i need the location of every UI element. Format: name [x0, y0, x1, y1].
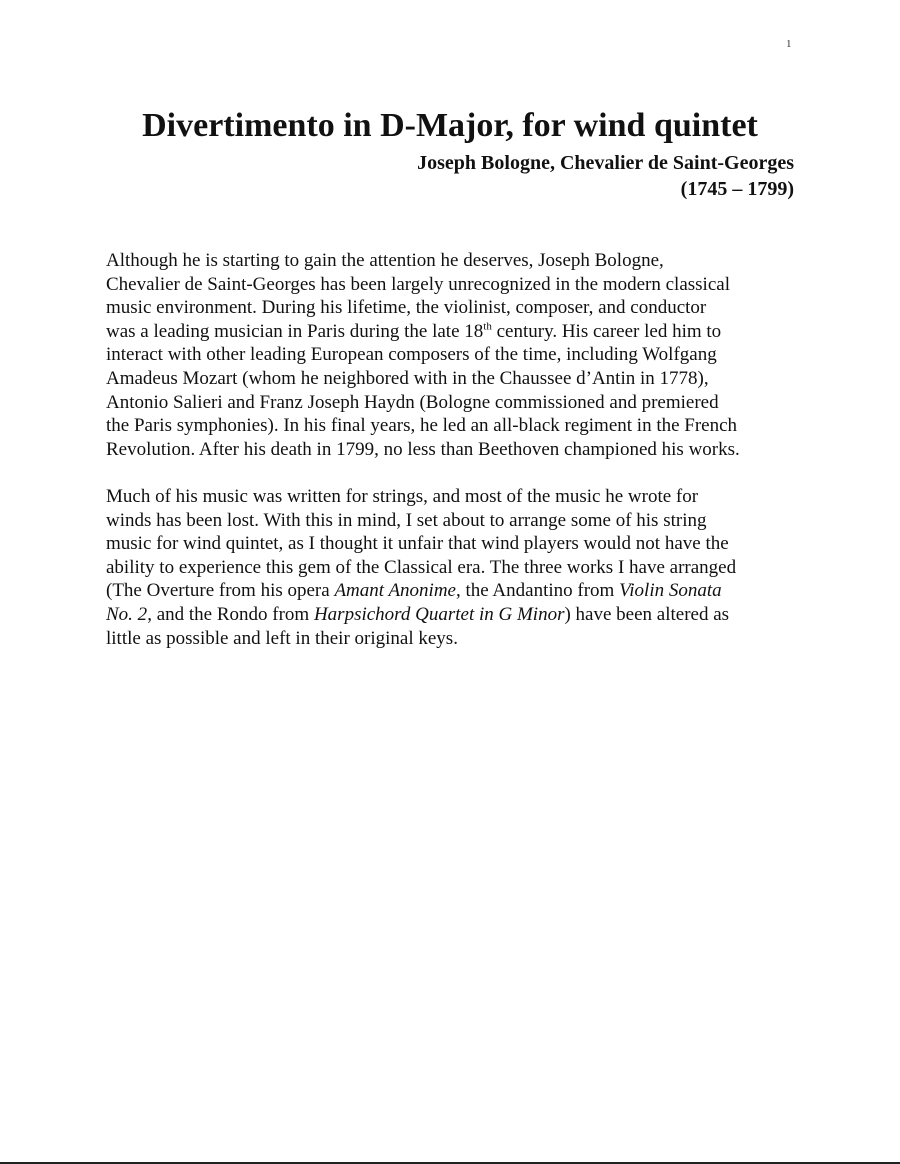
text-line: ability to experience this gem of the Classical era. The three works I have arranged	[106, 556, 737, 578]
text-line: Although he is starting to gain the attention he deserves, Joseph Bologne,	[106, 250, 664, 271]
work-title-amant-anonime: Amant Anonime	[334, 580, 456, 602]
composer-name: Joseph Bologne, Chevalier de Saint-Georges	[417, 152, 794, 174]
text-line: Antonio Salieri and Franz Joseph Haydn (Bologne commissioned and premiered	[106, 391, 719, 413]
work-title-violin-sonata: Violin Sonata	[619, 580, 722, 602]
text-segment: (The Overture from his opera	[106, 580, 335, 602]
work-title-violin-sonata-number: No. 2	[106, 603, 148, 625]
text-line: Revolution. After his death in 1799, no less than Beethoven championed his works.	[106, 438, 740, 460]
work-title-harpsichord-quartet: Harpsichord Quartet in G Minor	[313, 603, 565, 625]
composer-dates: (1745 – 1799)	[680, 178, 794, 200]
paragraph-arrangement	[106, 485, 798, 650]
text-line	[106, 320, 798, 344]
text-segment: ) have been altered as	[564, 603, 730, 625]
text-segment: , and the Rondo from	[147, 603, 314, 625]
text-line: music for wind quintet, as I thought it unfair that wind players would not have the	[106, 533, 729, 555]
page-number: 1	[786, 38, 792, 50]
text-line: interact with other leading European composers of the time, including Wolfgang	[106, 344, 717, 366]
ordinal-superscript: th	[483, 320, 492, 333]
text-line: the Paris symphonies). In his final years, he led an all-black regiment in the French	[106, 415, 738, 437]
paragraph-biography	[106, 249, 798, 461]
text-line: Amadeus Mozart (whom he neighbored with in the Chaussee d’Antin in 1778),	[106, 367, 709, 389]
text-line: little as possible and left in their original keys.	[106, 627, 458, 649]
body-text	[106, 249, 798, 674]
text-line: Much of his music was written for strings, and most of the music he wrote for	[106, 485, 699, 507]
text-segment: century. His career led him to	[491, 320, 722, 342]
text-line	[106, 603, 798, 627]
text-line: winds has been lost. With this in mind, I set about to arrange some of his string	[106, 509, 707, 531]
text-segment: was a leading musician in Paris during the late 18	[106, 320, 484, 342]
document-title: Divertimento in D-Major, for wind quintet	[142, 107, 758, 144]
text-line: Chevalier de Saint-Georges has been largely unrecognized in the modern classical	[106, 273, 730, 295]
text-segment: , the Andantino from	[456, 580, 620, 602]
text-line: music environment. During his lifetime, the violinist, composer, and conductor	[106, 297, 707, 319]
text-line	[106, 579, 798, 603]
